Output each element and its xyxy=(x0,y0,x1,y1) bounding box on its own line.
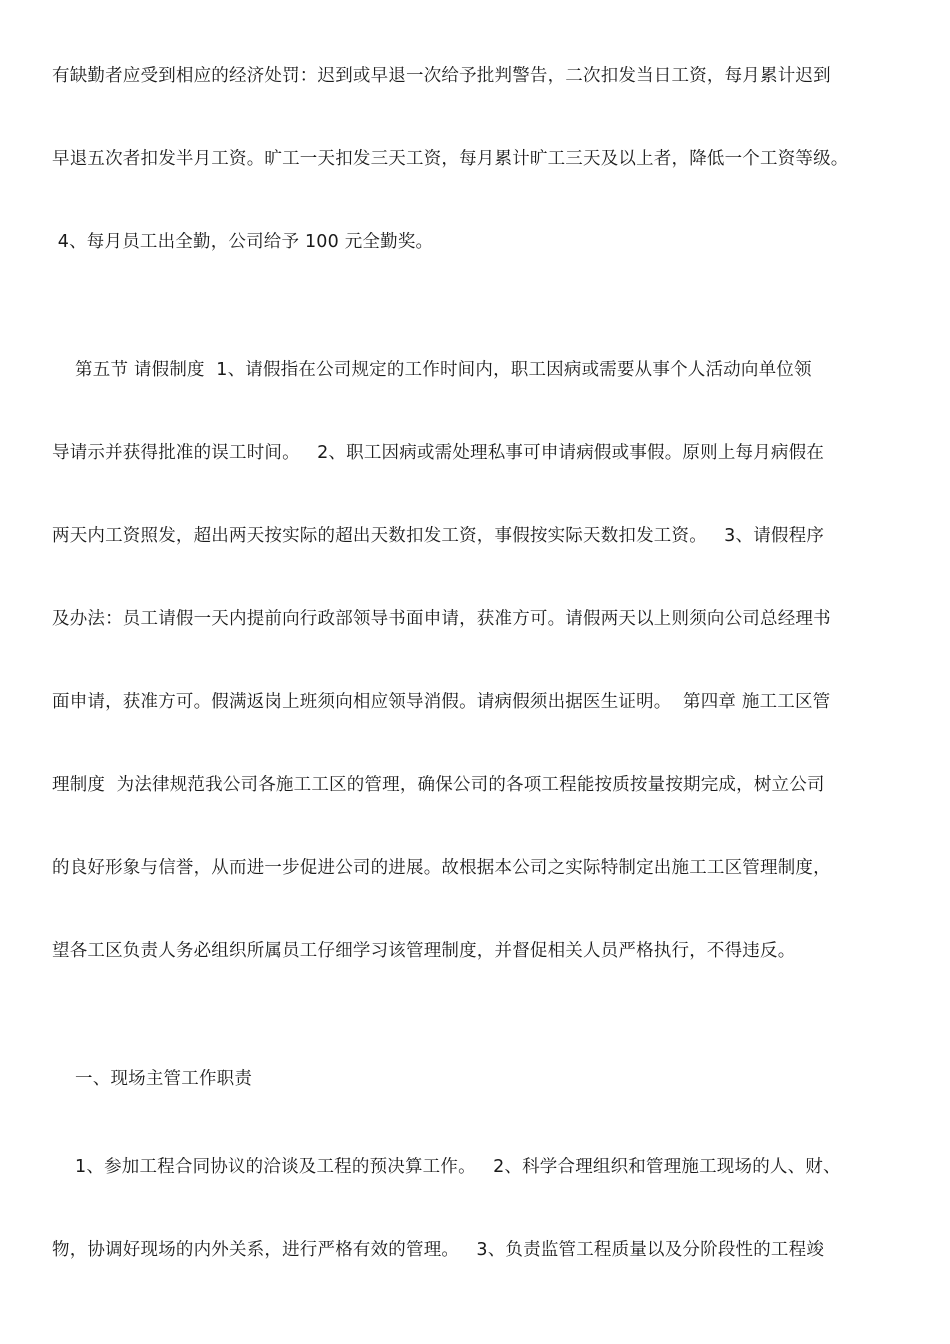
text-line-13: 1、参加工程合同协议的洽谈及工程的预决算工作。 2、科学合理组织和管理施工现场的人、财、 xyxy=(52,1157,841,1177)
text-line-3: 4、每月员工出全勤，公司给予 100 元全勤奖。 xyxy=(52,232,434,252)
text-line-4: 第五节 请假制度 1、请假指在公司规定的工作时间内，职工因病或需要从事个人活动向单位领 xyxy=(52,360,812,380)
text-line-14: 物，协调好现场的内外关系，进行严格有效的管理。 3、负责监管工程质量以及分阶段性的工程竣 xyxy=(52,1240,825,1260)
text-line-11: 望各工区负责人务必组织所属员工仔细学习该管理制度，并督促相关人员严格执行，不得违反。 xyxy=(52,941,796,961)
text-line-7: 及办法：员工请假一天内提前向行政部领导书面申请，获准方可。请假两天以上则须向公司总经理书 xyxy=(52,609,831,629)
text-line-5: 导请示并获得批准的误工时间。 2、职工因病或需处理私事可申请病假或事假。原则上每月病假在 xyxy=(52,443,825,463)
text-line-8: 面申请，获准方可。假满返岗上班须向相应领导消假。请病假须出据医生证明。 第四章 施工工区管 xyxy=(52,692,831,712)
text-line-2: 早退五次者扣发半月工资。旷工一天扣发三天工资，每月累计旷工三天及以上者，降低一个工资等级。 xyxy=(52,149,849,169)
text-line-10: 的良好形象与信誉，从而进一步促进公司的进展。故根据本公司之实际特制定出施工工区管理制度， xyxy=(52,858,831,878)
text-line-6: 两天内工资照发，超出两天按实际的超出天数扣发工资，事假按实际天数扣发工资。 3、请假程序 xyxy=(52,526,825,546)
text-line-9: 理制度 为法律规范我公司各施工工区的管理，确保公司的各项工程能按质按量按期完成，树立公司 xyxy=(52,775,825,795)
section-heading: 一、现场主管工作职责 xyxy=(52,1069,253,1089)
text-line-1: 有缺勤者应受到相应的经济处罚：迟到或早退一次给予批判警告，二次扣发当日工资，每月累计迟到 xyxy=(52,66,831,86)
